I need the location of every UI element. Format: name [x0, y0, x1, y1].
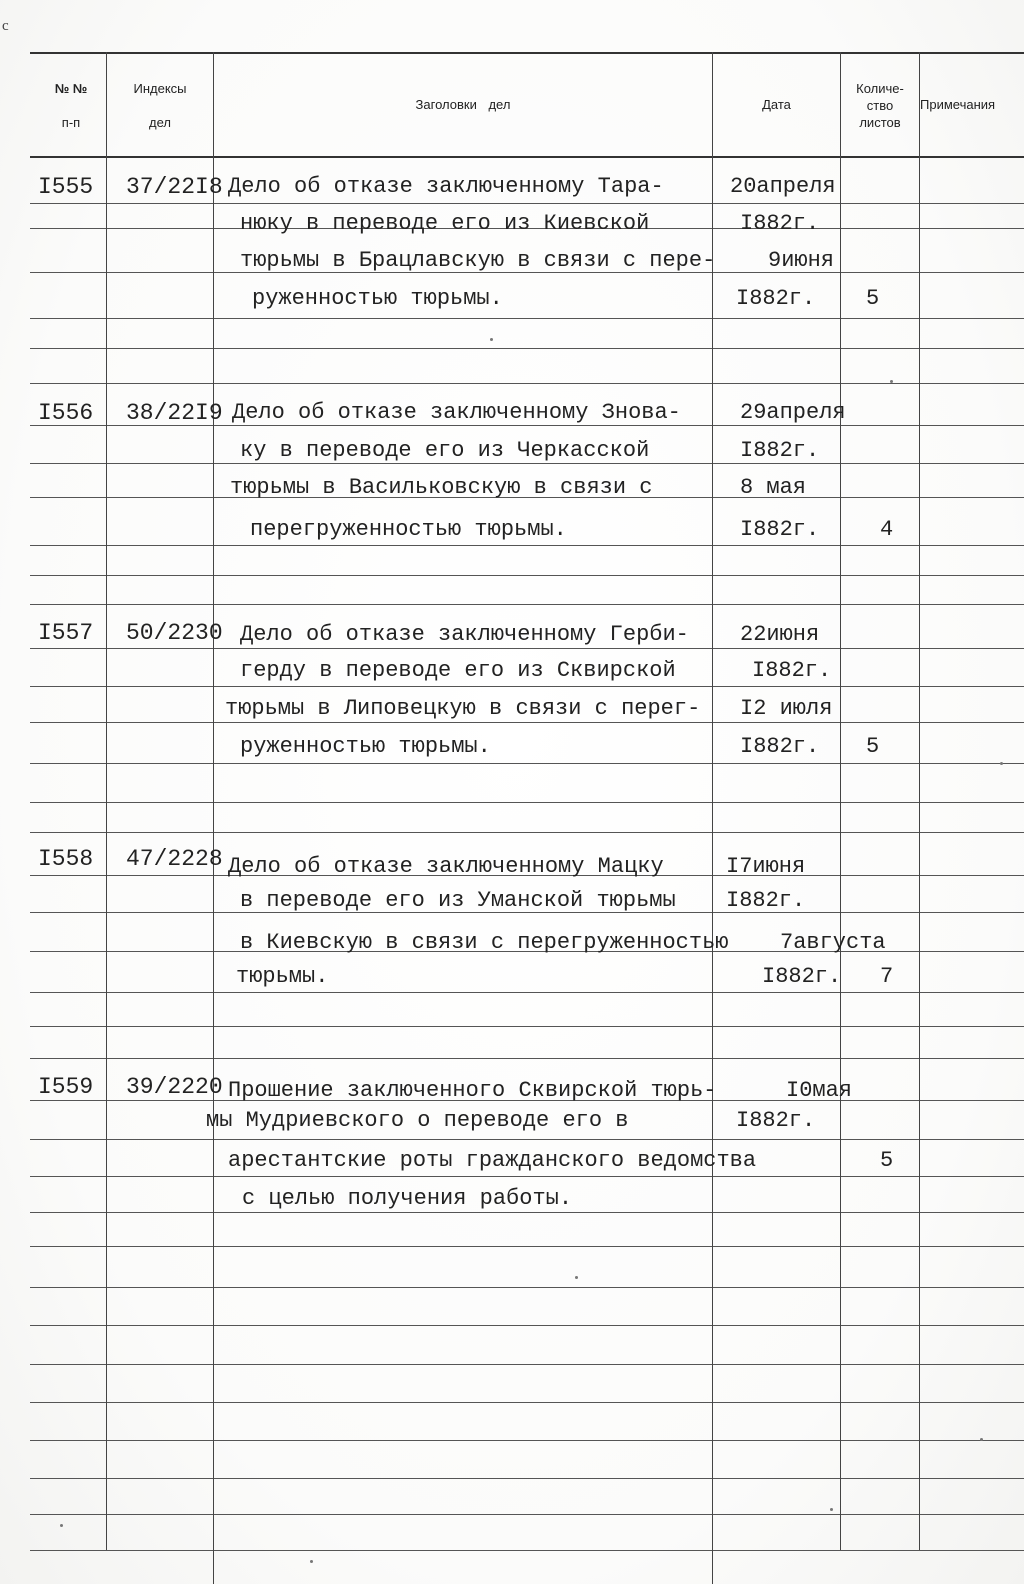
header-title: Заголовки дел — [415, 97, 511, 112]
entry-sheets: 5 — [866, 286, 880, 311]
entry-title-line: тюрьмы в Васильковскую в связи с — [230, 475, 653, 500]
entry-title-line: Дело об отказе заключенному Герби- — [240, 622, 689, 647]
entry-date-line: 22июня — [740, 622, 820, 647]
entry-date-line: I882г. — [736, 286, 816, 311]
entry-title-line: Дело об отказе заключенному Знова- — [232, 400, 681, 425]
entry-date-line: I882г. — [740, 517, 820, 542]
entry-number: I555 — [38, 174, 94, 200]
corner-mark: c — [2, 18, 9, 34]
entry-title-line: тюрьмы в Брацлавскую в связи с пере- — [240, 248, 716, 273]
entry-date-line: I882г. — [740, 211, 820, 236]
entry-date-line: I7июня — [726, 854, 806, 879]
entry-number: I558 — [38, 846, 94, 872]
entry-title-line: с целью получения работы. — [242, 1186, 573, 1211]
entry-date-line: I2 июля — [740, 696, 833, 721]
entry-title-line: нюку в переводе его из Киевской — [240, 211, 650, 236]
entry-sheets: 4 — [880, 517, 894, 542]
entry-index: 47/2228 — [126, 846, 223, 872]
entry-title-line: перегруженностью тюрьмы. — [250, 517, 567, 542]
entry-title-line: в Киевскую в связи с перегруженностью — [240, 930, 729, 955]
entry-title-line: арестантские роты гражданского ведомства — [228, 1148, 757, 1173]
entry-date-line: I882г. — [752, 658, 832, 683]
entry-title-line: Прошение заключенного Сквирской тюрь- — [228, 1078, 717, 1103]
entry-date-line: I882г. — [736, 1108, 816, 1133]
entry-sheets: 7 — [880, 964, 894, 989]
entry-title-line: руженностью тюрьмы. — [240, 734, 491, 759]
entry-sheets: 5 — [880, 1148, 894, 1173]
entry-date-line: I882г. — [726, 888, 806, 913]
entry-number: I559 — [38, 1074, 94, 1100]
entry-index: 38/22I9 — [126, 400, 223, 426]
entry-title-line: герду в переводе его из Сквирской — [240, 658, 676, 683]
entry-date-line: 29апреля — [740, 400, 846, 425]
entry-title-line: ку в переводе его из Черкасской — [240, 438, 650, 463]
entry-date-line: 9июня — [768, 248, 835, 273]
entry-sheets: 5 — [866, 734, 880, 759]
entry-date-line: I882г. — [740, 734, 820, 759]
header-sheets: Количе- ство листов — [856, 81, 904, 130]
header-index: Индексы дел — [133, 81, 187, 130]
entry-title-line: в переводе его из Уманской тюрьмы — [240, 888, 676, 913]
entry-index: 37/22I8 — [126, 174, 223, 200]
header-notes: Примечания — [920, 97, 996, 112]
entry-title-line: тюрьмы. — [236, 964, 329, 989]
entry-date-line: I0мая — [786, 1078, 853, 1103]
entry-number: I557 — [38, 620, 94, 646]
entry-title-line: руженностью тюрьмы. — [252, 286, 503, 311]
entry-index: 50/2230 — [126, 620, 223, 646]
entry-date-line: I882г. — [740, 438, 820, 463]
entry-date-line: 8 мая — [740, 475, 807, 500]
header-date: Дата — [762, 97, 791, 112]
entry-date-line: 20апреля — [730, 174, 836, 199]
entry-index: 39/2220 — [126, 1074, 223, 1100]
entry-title-line: Дело об отказе заключенному Мацку — [228, 854, 664, 879]
entry-title-line: Дело об отказе заключенному Тара- — [228, 174, 664, 199]
entry-title-line: тюрьмы в Липовецкую в связи с перег- — [225, 696, 701, 721]
entry-title-line: мы Мудриевского о переводе его в — [206, 1108, 629, 1133]
entry-date-line: I882г. — [762, 964, 842, 989]
entry-number: I556 — [38, 400, 94, 426]
header-number: № № п-п — [54, 81, 88, 130]
entry-date-line: 7августа — [780, 930, 886, 955]
